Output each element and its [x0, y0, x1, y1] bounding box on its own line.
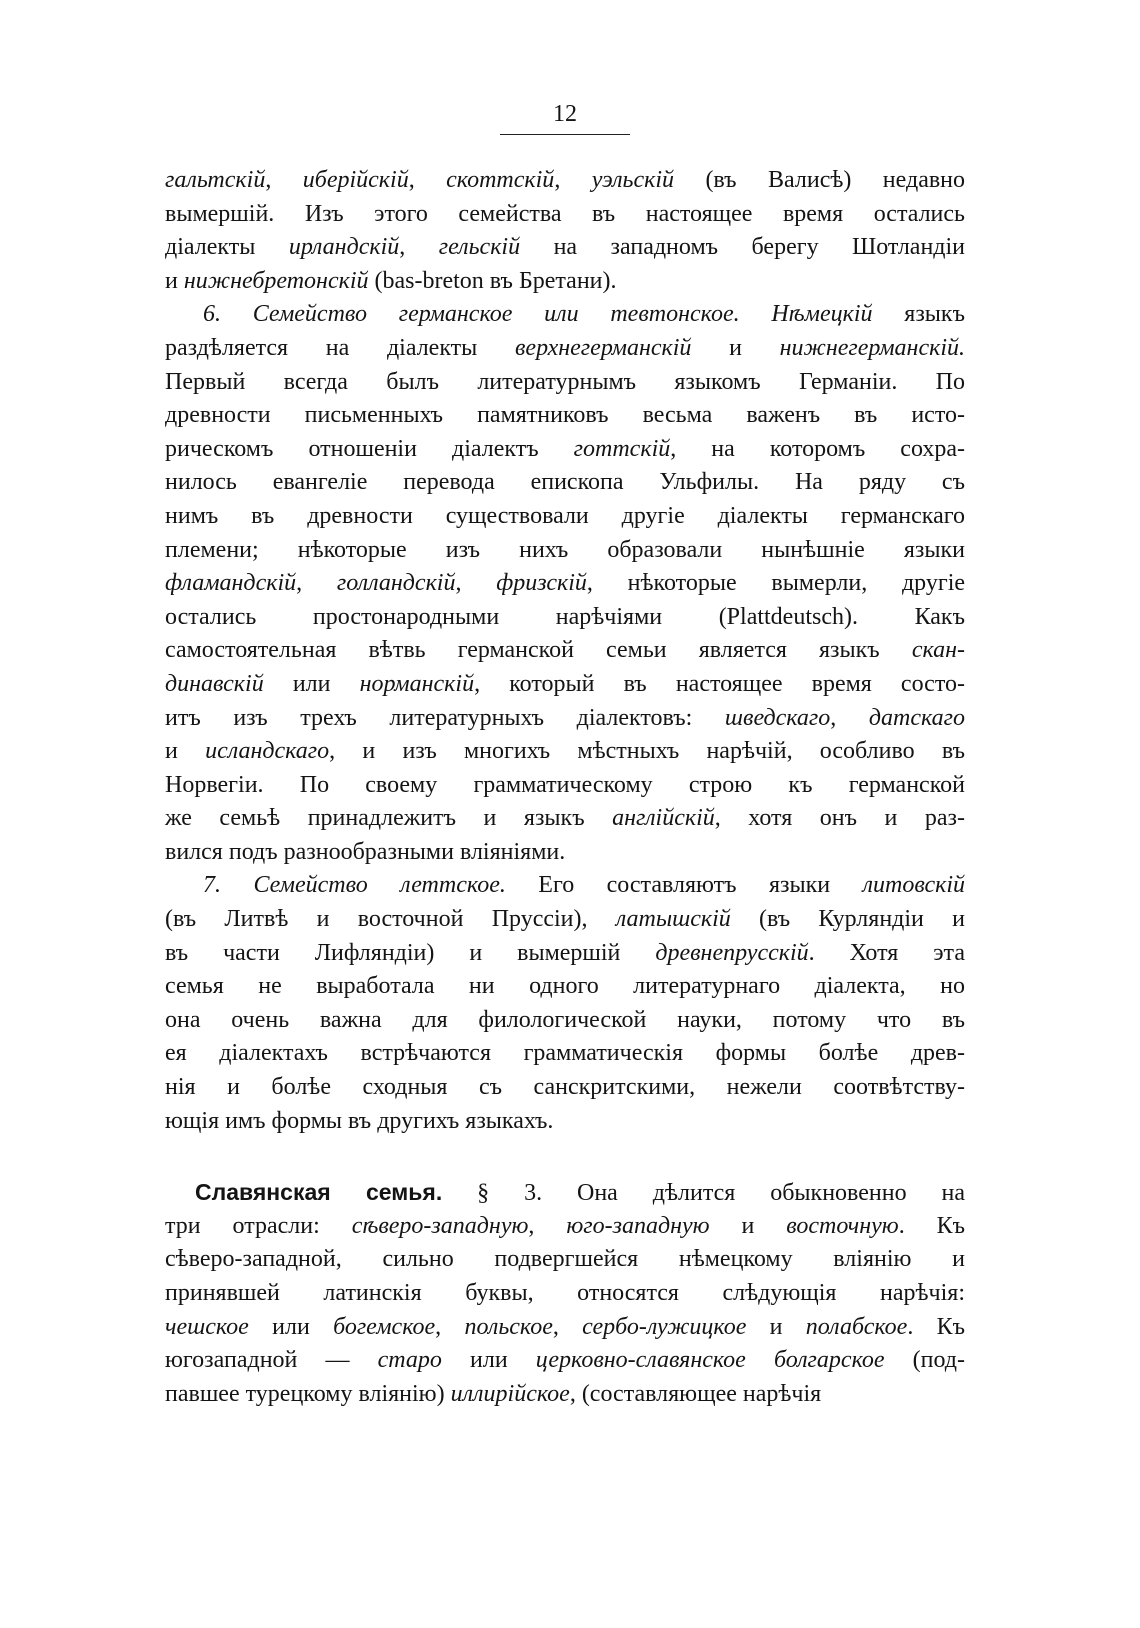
text-run: ,	[455, 570, 497, 597]
italic-term: Нѣмецкій	[771, 301, 873, 328]
text-run: рическомъ отношеніи діалектъ	[165, 435, 574, 462]
text-run: нилось евангеліе перевода епископа Ульфилы. На ряду съ	[165, 469, 965, 496]
text-run: , и изъ многихъ мѣстныхъ нарѣчій, особливо въ	[329, 738, 966, 765]
text-line	[165, 164, 965, 198]
text-line	[165, 567, 965, 601]
text-line	[165, 1105, 965, 1139]
text-run: . Къ	[898, 1212, 966, 1239]
text-run: или	[248, 1313, 334, 1340]
italic-term: 6. Семейство германское или тевтонское.	[203, 301, 740, 328]
text-run: ,	[265, 167, 303, 193]
text-run: Его составляютъ языки	[505, 872, 863, 899]
text-run: ,	[830, 704, 869, 731]
text-run: нія и болѣе сходныя съ санскритскими, нежели соотвѣтству-	[165, 1074, 965, 1101]
italic-term: верхнегерманскій	[515, 334, 692, 361]
italic-term: гельскій	[438, 234, 521, 261]
italic-term: фризскій	[496, 570, 587, 597]
text-run: ,	[552, 1313, 583, 1340]
italic-term: англійскій	[612, 805, 715, 832]
italic-term: фламандскій	[165, 570, 297, 597]
text-run: ,	[399, 234, 439, 261]
italic-term: литовскій	[862, 872, 965, 899]
text-line	[165, 1176, 965, 1210]
section-spacer	[165, 1138, 965, 1176]
italic-term: латышскій	[615, 906, 731, 933]
text-line	[165, 399, 965, 433]
text-run: или	[263, 670, 360, 697]
text-run: діалекты	[165, 234, 289, 261]
text-run: ющія имъ формы въ другихъ языкахъ.	[165, 1107, 554, 1134]
text-line	[165, 869, 965, 903]
text-run: на западномъ берегу Шотландіи	[520, 234, 966, 261]
italic-term: иллирійское	[450, 1380, 570, 1407]
text-line	[165, 1210, 965, 1244]
text-line	[165, 634, 965, 668]
italic-term: норманскій	[359, 670, 475, 697]
text-run: она очень важна для филологической науки, потому что въ	[165, 1006, 965, 1033]
text-run: югозападной —	[165, 1347, 378, 1374]
text-run: (въ Литвѣ и восточной Пруссіи),	[165, 906, 616, 933]
text-run: ,	[435, 1313, 465, 1340]
text-run: ,	[296, 570, 337, 597]
italic-term: ирландскій	[288, 234, 400, 261]
text-run: , хотя онъ и раз-	[714, 805, 965, 832]
italic-term: исландскаго	[205, 738, 330, 765]
text-run: остались простонародными нарѣчіями (Plattdeutsch). Какъ	[165, 603, 965, 630]
text-line	[165, 668, 965, 702]
text-line	[165, 903, 965, 937]
text-line	[165, 1277, 965, 1311]
text-run: или	[441, 1347, 536, 1374]
italic-term: нижнегерманскій.	[779, 334, 966, 361]
text-run: , на которомъ сохра-	[670, 435, 965, 462]
text-line	[165, 802, 965, 836]
text-run: ,	[528, 1212, 567, 1239]
body-text	[165, 164, 965, 1411]
italic-term: 7. Семейство леттское.	[203, 872, 506, 899]
text-run: языкъ	[872, 301, 965, 328]
text-line	[165, 1004, 965, 1038]
text-run: въ части Лифляндіи) и вымершій	[165, 939, 656, 966]
italic-term: сѣверо-западную	[351, 1212, 529, 1239]
text-run: Норвегіи. По своему грамматическому строю къ германской	[165, 771, 965, 798]
text-run: Первый всегда былъ литературнымъ языкомъ Германіи. По	[165, 368, 965, 395]
italic-term: восточную	[786, 1212, 899, 1239]
text-line	[165, 836, 965, 870]
text-run: и	[165, 267, 184, 294]
text-run: и	[746, 1313, 806, 1340]
italic-term: готтскій	[573, 435, 671, 462]
text-run: ея діалектахъ встрѣчаются грамматическія формы болѣе древ-	[165, 1040, 965, 1067]
italic-term: старо	[377, 1347, 442, 1374]
text-line	[165, 332, 965, 366]
text-run: племени; нѣкоторые изъ нихъ образовали нынѣшніе языки	[165, 536, 965, 563]
text-line	[165, 1243, 965, 1277]
italic-term: древнепрусскій	[655, 939, 809, 966]
text-line	[165, 702, 965, 736]
italic-term: полабское	[805, 1313, 908, 1340]
text-run: древности письменныхъ памятниковъ весьма важенъ въ исто-	[165, 402, 965, 429]
text-line	[165, 937, 965, 971]
page-number: 12	[553, 101, 577, 127]
text-run: же семьѣ принадлежитъ и языкъ	[165, 805, 613, 832]
italic-term: гальтскій	[165, 167, 266, 193]
italic-term: нижнебретонскій	[183, 267, 369, 294]
text-line	[165, 433, 965, 467]
italic-term: шведскаго	[724, 704, 831, 731]
text-line	[165, 1378, 965, 1412]
text-line	[165, 735, 965, 769]
text-run	[740, 301, 772, 327]
italic-term: польское	[464, 1313, 553, 1340]
italic-term: иберійскій	[302, 167, 409, 193]
text-run: принявшей латинскія буквы, относятся слѣдующія нарѣчія:	[165, 1280, 965, 1306]
header-rule	[500, 134, 630, 135]
text-run: , (составляющее нарѣчія	[569, 1380, 822, 1407]
italic-term: уэльскій	[591, 167, 675, 193]
text-line	[165, 298, 965, 332]
text-run: , который въ настоящее время состо-	[474, 670, 965, 697]
section-heading: Славянская семья.	[195, 1179, 443, 1206]
italic-term: голландскій	[336, 570, 456, 597]
text-run: сѣверо-западной, сильно подвергшейся нѣмецкому вліянію и	[165, 1246, 965, 1273]
text-run: , нѣкоторые вымерли, другіе	[586, 570, 966, 597]
italic-term: датскаго	[868, 704, 966, 731]
text-line	[165, 231, 965, 265]
text-run: семья не выработала ни одного литературнаго діалекта, но	[165, 973, 965, 1000]
text-line	[165, 970, 965, 1004]
text-run: ,	[408, 167, 447, 193]
text-run: ,	[554, 167, 592, 193]
text-line	[165, 466, 965, 500]
text-run: и	[709, 1212, 787, 1239]
text-run: (под-	[884, 1347, 965, 1374]
text-line	[165, 500, 965, 534]
italic-term: скоттскій	[446, 167, 555, 193]
text-run: три отрасли:	[165, 1212, 352, 1239]
text-line	[165, 534, 965, 568]
text-run: самостоятельная вѣтвь германской семьи является языкъ	[165, 637, 912, 664]
text-run: (bas-breton въ Бретани).	[368, 267, 617, 294]
text-line	[165, 601, 965, 635]
text-run: . Хотя эта	[808, 939, 965, 966]
text-line	[165, 1037, 965, 1071]
italic-term: сербо-лужицкое	[582, 1313, 747, 1340]
text-line	[165, 366, 965, 400]
text-run: § 3. Она дѣлится обыкновенно на	[442, 1180, 965, 1207]
italic-term: скан-	[911, 637, 965, 664]
text-run: павшее турецкому вліянію)	[165, 1380, 451, 1407]
text-run: и	[165, 738, 206, 765]
text-line	[165, 198, 965, 232]
text-run: раздѣляется на діалекты	[165, 334, 515, 361]
text-run: итъ изъ трехъ литературныхъ діалектовъ:	[165, 704, 725, 731]
italic-term: динавскій	[165, 670, 264, 697]
italic-term: церковно-славянское болгарское	[535, 1347, 885, 1374]
italic-term: юго-западную	[566, 1212, 710, 1239]
text-run: . Къ	[907, 1313, 966, 1340]
text-line	[165, 265, 965, 299]
text-line	[165, 1311, 965, 1345]
italic-term: богемское	[333, 1313, 436, 1340]
text-run: вился подъ разнообразными вліяніями.	[165, 838, 566, 865]
text-run: (въ Валисѣ) недавно	[674, 167, 966, 193]
text-line	[165, 1344, 965, 1378]
text-line	[165, 769, 965, 803]
text-line	[165, 1071, 965, 1105]
text-run: вымершій. Изъ этого семейства въ настоящее время остались	[165, 200, 965, 227]
italic-term: чешское	[165, 1313, 249, 1340]
text-run: нимъ въ древности существовали другіе діалекты германскаго	[165, 502, 965, 529]
text-run: и	[691, 334, 780, 361]
text-run: (въ Курляндіи и	[730, 906, 965, 933]
